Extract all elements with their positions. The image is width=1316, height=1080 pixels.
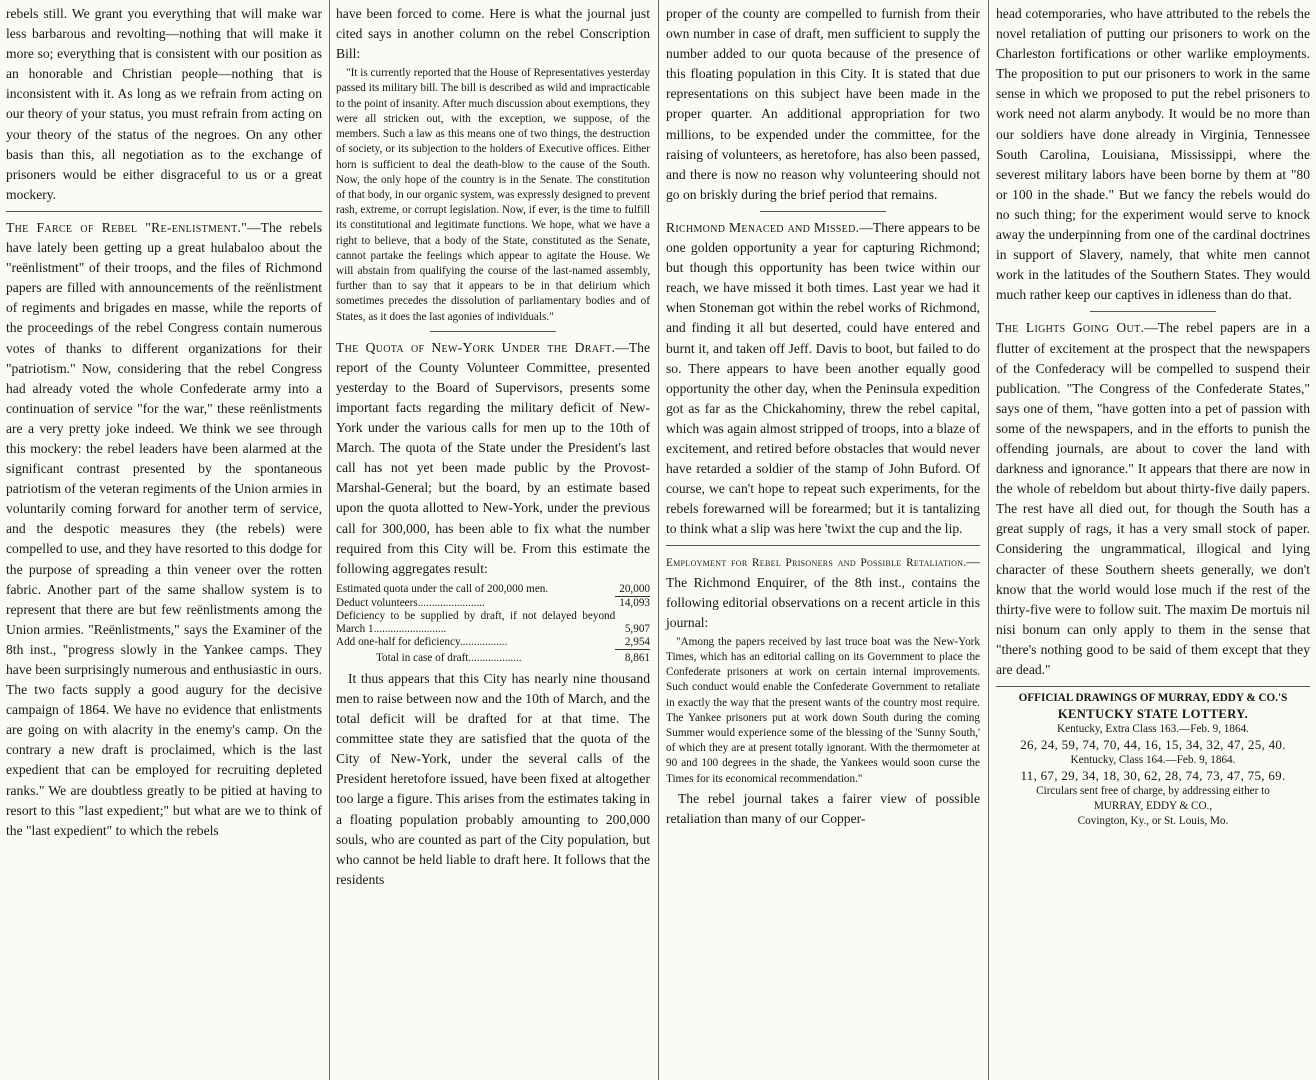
enquirer-quote-text: "Among the papers received by last truce boat was the New-York Times, which has an editorial calling on its Government to place the Confederate prisoners at work on certain internal improvements. Such conduct would enable the Confederate Government to retaliate in exactly the way that the present wants of the country most require. The Yankee prisoners put at work down South during the coming Summer would experience some of the blessing of the 'Sunny South,' of which they are at present totally ignorant. With the thermometer at 90 and 100 degrees in the shade, the Yankees would soon curse the Times for its economical recommendation." — [666, 635, 980, 785]
column-3 — [660, 0, 986, 1080]
lottery-line1: OFFICIAL DRAWINGS OF MURRAY, EDDY & CO.'S — [1018, 692, 1288, 705]
lottery-title: KENTUCKY STATE LOTTERY. — [1057, 706, 1249, 721]
lottery-numbers-2: 11, 67, 29, 34, 18, 30, 62, 28, 74, 73, 47, 75, 69. — [1020, 768, 1286, 784]
column-4 — [990, 0, 1316, 1080]
employment-heading: Employment for Rebel Prisoners and Possible Retaliation. — [666, 557, 967, 570]
figures-label: Estimated quota under the call of 200,000 men. — [336, 583, 549, 596]
enquirer-quote — [666, 635, 980, 787]
conscription-intro: have been forced to come. Here is what the journal just cited says in another column on the rebel Conscription Bill: — [336, 6, 650, 62]
lottery-advertisement — [996, 691, 1310, 830]
article-divider — [6, 211, 322, 212]
lottery-address: Covington, Ky., or St. Louis, Mo. — [1077, 815, 1229, 828]
figures-label: Add one-half for deficiency................. — [336, 636, 508, 649]
column-rule — [658, 0, 659, 1080]
figures-label: Total in case of draft................... — [376, 651, 522, 664]
farce-article — [6, 218, 322, 841]
quota-article — [336, 338, 650, 890]
column-2 — [330, 0, 656, 1080]
lottery-company: MURRAY, EDDY & CO., — [1093, 799, 1213, 812]
quota-body: —The report of the County Volunteer Committee, presented yesterday to the Board of Supervisors, presents some important facts regarding the military deficit of New-York under the various calls for men up to the 10th of March. The quota of the State under the President's last call has not yet been made public by the Provost-Marshal-General; but the board, by an estimate based upon the quota allotted to New-York, under the previous call for 300,000, has been able to fix what the number required from this City will be. From this estimate the following aggregates result: — [336, 339, 650, 576]
figures-row — [336, 649, 650, 665]
employment-after-text: The rebel journal takes a fairer view of possible retaliation than many of our Copper- — [666, 790, 980, 826]
quota-continued-text: proper of the county are compelled to furnish from their own number in case of draft, men sufficient to supply the number added to our quota because of the presence of this floating population in this City. It is stated that due representations on this subject have been made in the proper quarter. An additional appropriation for two millions, to be expended under the committee, for the raising of volunteers, as heretofore, has also been passed, and there is now no reason why volunteering should not go on briskly during the brief period that remains. — [666, 6, 980, 202]
figures-value: 5,907 — [624, 622, 650, 635]
figures-value: 14,093 — [615, 596, 650, 610]
draft-figures-table — [336, 583, 650, 665]
lights-article — [996, 318, 1310, 680]
lights-body: —The rebel papers are in a flutter of excitement at the prospect that the newspapers of the Confederacy will be compelled to suspend their publication. "The Congress of the Confederate States," says one of them, "have gotten into a pet of passion with some of the newspapers, and in the efforts to punish the offending journals, are about to cover the land with darkness and ignorance." It appears that there are now in the whole of rebeldom but about thirty-five daily papers. The rest have all died out, for though the South has a great supply of rags, it has a very small stock of paper. Considering the ungrammatical, illogical and lying character of these Southern sheets generally, we don't know that the world would lose much if the rest of the thirty-five were to follow suit. The maxim De mortuis nil nisi bonum can only apply to them in the sense that "there's nothing good to be said of them except that they are dead." — [996, 320, 1310, 677]
lottery-class-1: Kentucky, Extra Class 163.—Feb. 9, 1864. — [1057, 722, 1249, 735]
employment-article — [666, 552, 980, 829]
richmond-heading: Richmond Menaced and Missed. — [666, 219, 860, 235]
figures-row — [336, 610, 650, 636]
article-divider — [1090, 311, 1216, 312]
conscription-quote — [336, 66, 650, 324]
article-divider — [430, 331, 556, 332]
article-divider — [760, 211, 886, 212]
column-rule — [988, 0, 989, 1080]
farce-heading: The Farce of Rebel "Re-enlistment." — [6, 219, 248, 235]
lottery-class-2: Kentucky, Class 164.—Feb. 9, 1864. — [1070, 753, 1236, 766]
figures-row — [336, 596, 650, 610]
figures-row — [336, 636, 650, 650]
quota-after-text: It thus appears that this City has nearly nine thousand men to raise between now and the 10th of March, and the total deficit will be drafted for at that time. The committee state they are satisfied that the quota of the City of New-York, under the several calls of the President heretofore issued, have been fixed at altogether too large a figure. This arises from the estimates taking in a floating population probably amounting to 200,000 souls, who are counted as part of the City population, but who cannot be held liable to draft here. It follows that the residents — [336, 670, 650, 887]
article-divider — [666, 545, 980, 546]
figures-value: 20,000 — [619, 582, 650, 595]
figures-row — [336, 583, 650, 597]
conscription-quote-text: "It is currently reported that the House of Representatives yesterday passed its military bill. The bill is described as wild and impracticable to the point of insanity. After much discussion about exemptions, they were all stricken out, with the exception, we suppose, of the members. Such a law as this means one of two things, the destruction of society, or its subjection to the holders of Executive offices. Either horn is sufficient to deal the death-blow to the cause of the South. Now, the only hope of the country is in the Senate. The constitution of that body, in our organic system, was expressly designed to prevent rash, extreme, or corrupt legislation. Now, if ever, is the time to fulfill its constitutional and legitimate functions. We hope, what we have a right to believe, that a body of the State, constituted as the Senate, cannot partake the feelings which appear to agitate the House. We will abstain from qualifying the course of the last-named assembly, further than to say that it appears to be in that delirium which sometimes precedes the dissolution of parliamentary bodies and of States, as it does the last agonies of individuals." — [336, 67, 650, 323]
richmond-article — [666, 218, 980, 540]
farce-body: —The rebels have lately been getting up a great hulabaloo about the "reënlistment" of their troops, and the files of Richmond papers are filled with announcements of the reënlistment of regiments and brigades en masse, while the reports of the proceedings of the rebel Congress contain numerous votes of thanks to different organizations for their "patriotism." Now, considering that the rebel Congress had already voted the whole Confederate army into a continuation of service "for the war," these reënlistments are a very pretty joke indeed. We think we see through this mockery: the rebel leaders have been alarmed at the significant contrast presented by the spontaneous patriotism of the veteran regiments of the Union armies in voluntarily coming forward for another term of service, and the despotic measures they (the rebels) were compelled to use, and they have resorted to this dodge for the purpose of spreading a thin veneer over the rotten fabric. Another part of the same shallow system is to represent that there are but few reënlistments among the Union armies. "Reënlistments," says the Examiner of the 8th inst., "progress slowly in the Yankee camps. They have been surprisingly numerous and enthusiastic in ours. The two facts supply a good augury for the decisive campaign of 1864. We have no evidence that enlistments are going on with alacrity in the enemy's camp. On the contrary a new draft is proclaimed, which is the last expedient that can be employed for recruiting depleted ranks." We are doubtless greatly to be pitied at having to resort to this "last expedient;" but what are we to think of the "last expedient" to which the rebels — [6, 219, 322, 838]
figures-value: 8,861 — [615, 649, 650, 665]
lottery-numbers-1: 26, 24, 59, 74, 70, 44, 16, 15, 34, 32, 47, 25, 40. — [1020, 737, 1286, 753]
richmond-body: —There appears to be one golden opportunity a year for capturing Richmond; but though this opportunity has been twice within our reach, we have missed it both times. Last year we had it when Stoneman got within the rebel works of Richmond, and finding it all but deserted, could have entered and burnt it, and taken off Jeff. Davis to boot, but failed to do so. There appears to have been another equally good opportunity the other day, when the Peninsula expedition got as far as the Chickahominy, threw the rebel capital, which was again almost stripped of troops, into a blaze of excitement, and retired before obstacles that would never have retarded a soldier of the stamp of John Buford. Of course, we can't hope to repeat such experiments, for the rebels forewarned will be forearmed; but it is tantalizing to think what a slip was here 'twixt the cup and the lip. — [666, 219, 981, 537]
lottery-circulars: Circulars sent free of charge, by addressing either to — [1036, 784, 1270, 797]
column-1 — [0, 0, 328, 1080]
employment-body: —The Richmond Enquirer, of the 8th inst., contains the following editorial observations on a recent article in this journal: — [666, 554, 980, 630]
figures-value: 2,954 — [624, 635, 650, 648]
prisoner-exchange-text: rebels still. We grant you everything that will make war less barbarous and revolting—nothing that will make it more so; everything that is consistent with our position as an honorable and Christian people—nothing that is inconsistent with it. As long as we refrain from acting on our theory of your status, you must refrain from acting on your theory of the status of the negroes. On any other basis than this, all negotiation as to the exchange of prisoners would be either disgraceful to us or a great mockery. — [6, 6, 322, 202]
figures-label: Deficiency to be supplied by draft, if not delayed beyond March 1.......................... — [336, 609, 616, 635]
retaliation-continued-text: head cotemporaries, who have attributed to the rebels the novel retaliation of putting our prisoners to work on the Charleston fortifications or other warlike employments. The proposition to put our prisoners to work in the same sense in which we proposed to put the rebel prisoners to work need not alarm anybody. It would be no more than our soldiers have done already in Virginia, Tennessee South Carolina, Louisiana, Mississippi, where the severest military labors have been borne by them at "80 or 100 in the shade." But we fancy the rebels would do no such thing; for the experiment would serve to knock away the underpinning from one of the cardinal doctrines in support of Slavery, namely, that white men cannot work in the latitudes of the Southern States. They would much rather keep our captives in idleness than do that. — [996, 6, 1310, 303]
quota-heading: The Quota of New-York Under the Draft. — [336, 339, 616, 355]
lights-heading: The Lights Going Out. — [996, 320, 1145, 336]
figures-label: Deduct volunteers........................ — [336, 596, 485, 609]
article-divider — [996, 686, 1310, 687]
